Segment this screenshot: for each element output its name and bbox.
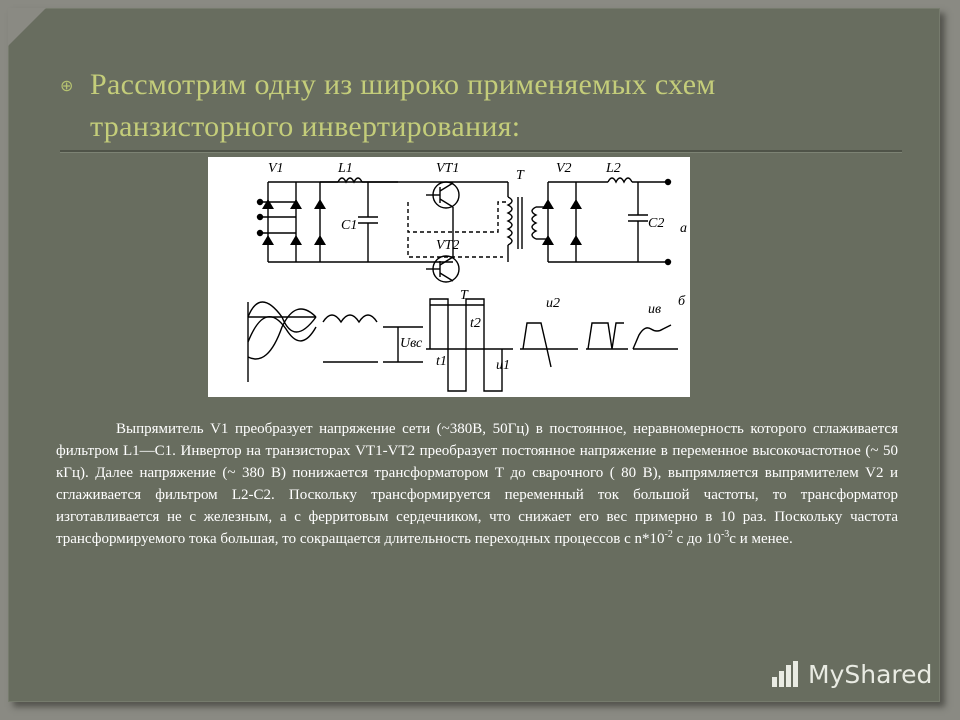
body-paragraph [56, 418, 898, 550]
label-t-period: T [460, 288, 468, 303]
logo-text: MyShared [808, 659, 933, 689]
label-vt2: VT2 [436, 238, 460, 253]
paragraph-part3: с и менее. [729, 531, 793, 547]
exponent-2: -3 [720, 529, 730, 540]
waveforms-b [248, 299, 678, 391]
slide-corner-cut [8, 8, 46, 46]
label-t1: t1 [436, 354, 447, 369]
label-t2: t2 [470, 316, 481, 331]
exponent-1: -2 [664, 529, 673, 540]
label-t-top: T [516, 168, 524, 183]
label-l2: L2 [606, 161, 621, 176]
label-b: б [678, 294, 686, 309]
title-divider [60, 150, 902, 153]
myshared-logo[interactable] [770, 657, 932, 691]
label-u1: u1 [496, 358, 510, 373]
myshared-logo-icon [770, 659, 806, 689]
label-u-v: uв [648, 302, 662, 317]
figure-labels [268, 161, 687, 373]
label-v2: V2 [556, 161, 572, 176]
circuit-diagram [208, 157, 690, 397]
label-c1: C1 [341, 218, 358, 233]
label-u-vs: Uвс [400, 336, 423, 351]
circuit-a-wiring [258, 178, 671, 282]
slide-title: Рассмотрим одну из широко применяемых схем транзисторного инвертирования: [90, 68, 716, 143]
label-v1: V1 [268, 161, 284, 176]
label-l1: L1 [338, 161, 353, 176]
label-a: a [680, 221, 687, 236]
label-c2: C2 [648, 216, 665, 231]
circuit-diagram-svg [208, 157, 690, 397]
paragraph-part2: с до 10 [672, 531, 721, 547]
paragraph-part1: Выпрямитель V1 преобразует напряжение сети (~380В, 50Гц) в постоянное, неравномерность которого сглаживается фильтром L1—С1. Инвертор на транзисторах VT1-VT2 преобразует постоянное напряжение в переменное высокочастотное (~ 50 кГц). Далее напряжение (~ 380 В) понижается трансформатором Т до сварочного ( 80 В), выпрямляется выпрямителем V2 и сглаживается фильтром L2-С2. Поскольку трансформируется переменный ток большой частоты, то трансформатор изготавливается не с железным, а с ферритовым сердечником, что снижает его вес примерно в 10 раз. Поскольку частота трансформируемого тока большая, то сокращается длительность переходных процессов с n*10 [56, 421, 898, 547]
label-vt1: VT1 [436, 161, 460, 176]
circle-cross-bullet-icon: ⊕ [60, 76, 74, 95]
label-u2: u2 [546, 296, 560, 311]
title-row [60, 64, 880, 148]
